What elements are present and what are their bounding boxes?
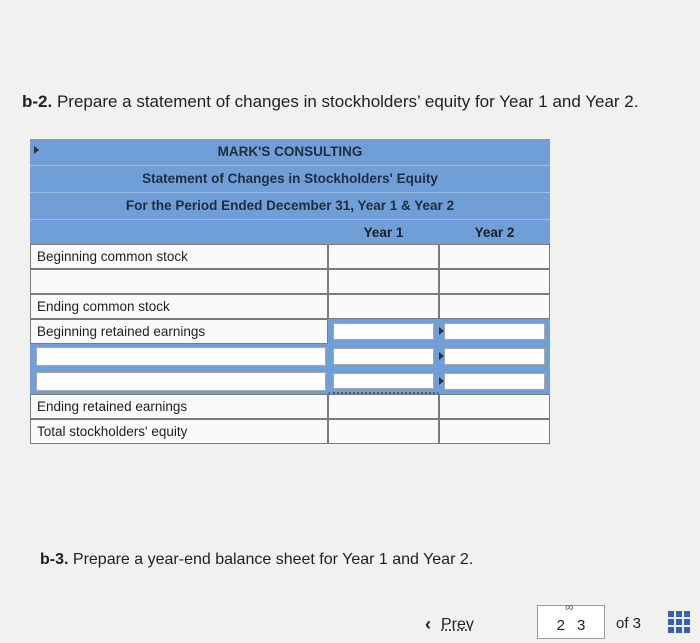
table-row: [30, 394, 550, 419]
year2-inner-field[interactable]: [444, 348, 545, 365]
question-b2-text: Prepare a statement of changes in stockholders’ equity for Year 1 and Year 2.: [52, 92, 639, 111]
year2-inner-field[interactable]: [444, 373, 545, 390]
year2-input[interactable]: [439, 269, 550, 294]
column-header-blank: [30, 220, 328, 244]
year1-input[interactable]: [328, 244, 439, 269]
year2-input[interactable]: [439, 419, 550, 444]
table-row: [30, 244, 550, 269]
year1-input[interactable]: [328, 369, 439, 394]
row-label-select[interactable]: [30, 369, 328, 394]
question-b2: [22, 92, 639, 112]
page-prev-number[interactable]: 2: [556, 617, 565, 634]
year1-inner-field[interactable]: [333, 323, 434, 340]
year2-input[interactable]: [439, 344, 550, 369]
table-row: [30, 319, 550, 344]
year1-input[interactable]: [328, 344, 439, 369]
year1-input[interactable]: [328, 319, 439, 344]
table-row: [30, 269, 550, 294]
row-label: Ending common stock: [30, 294, 328, 319]
year1-input[interactable]: [328, 419, 439, 444]
column-header-row: [30, 220, 550, 244]
row-label: Beginning common stock: [30, 244, 328, 269]
year2-input[interactable]: [439, 394, 550, 419]
year1-input[interactable]: [328, 269, 439, 294]
column-header-year1: Year 1: [363, 224, 404, 240]
dropdown-arrow-icon: [34, 146, 39, 154]
row-label-input[interactable]: [30, 269, 328, 294]
prev-button[interactable]: [425, 614, 474, 635]
row-label-field[interactable]: [36, 372, 326, 391]
table-row: [30, 344, 550, 369]
link-icon: ∞: [565, 600, 574, 614]
year1-input[interactable]: [328, 394, 439, 419]
question-b3: [40, 551, 473, 569]
table-row: [30, 369, 550, 394]
company-name: MARK'S CONSULTING: [30, 139, 550, 166]
statement-period: For the Period Ended December 31, Year 1 & Year 2: [30, 193, 550, 220]
row-label: Beginning retained earnings: [30, 319, 328, 344]
page-current-number[interactable]: 3: [577, 617, 586, 634]
year1-inner-field[interactable]: [333, 348, 434, 365]
year2-inner-field[interactable]: [444, 323, 545, 340]
statement-title: Statement of Changes in Stockholders' Equity: [30, 166, 550, 193]
column-header-year2: Year 2: [474, 224, 515, 240]
prev-label: Prev: [441, 615, 474, 633]
statement-table: [30, 139, 550, 444]
chevron-left-icon: ‹: [425, 614, 431, 634]
page-total: of 3: [616, 615, 642, 632]
question-b3-label: b-3.: [40, 551, 69, 568]
question-b2-label: b-2.: [22, 92, 53, 111]
question-b3-text: Prepare a year-end balance sheet for Year 1 and Year 2.: [68, 551, 474, 568]
year1-input[interactable]: [328, 294, 439, 319]
year1-inner-field[interactable]: [333, 373, 434, 389]
year2-input[interactable]: [439, 294, 550, 319]
year2-input[interactable]: [439, 244, 550, 269]
row-label-select[interactable]: [30, 344, 328, 369]
year2-input[interactable]: [439, 369, 550, 394]
row-label: Total stockholders' equity: [30, 419, 328, 444]
row-label-field[interactable]: [36, 347, 326, 366]
grid-icon[interactable]: [668, 611, 690, 633]
row-label: Ending retained earnings: [30, 394, 328, 419]
year2-input[interactable]: [439, 319, 550, 344]
table-row: [30, 294, 550, 319]
table-row: [30, 419, 550, 444]
